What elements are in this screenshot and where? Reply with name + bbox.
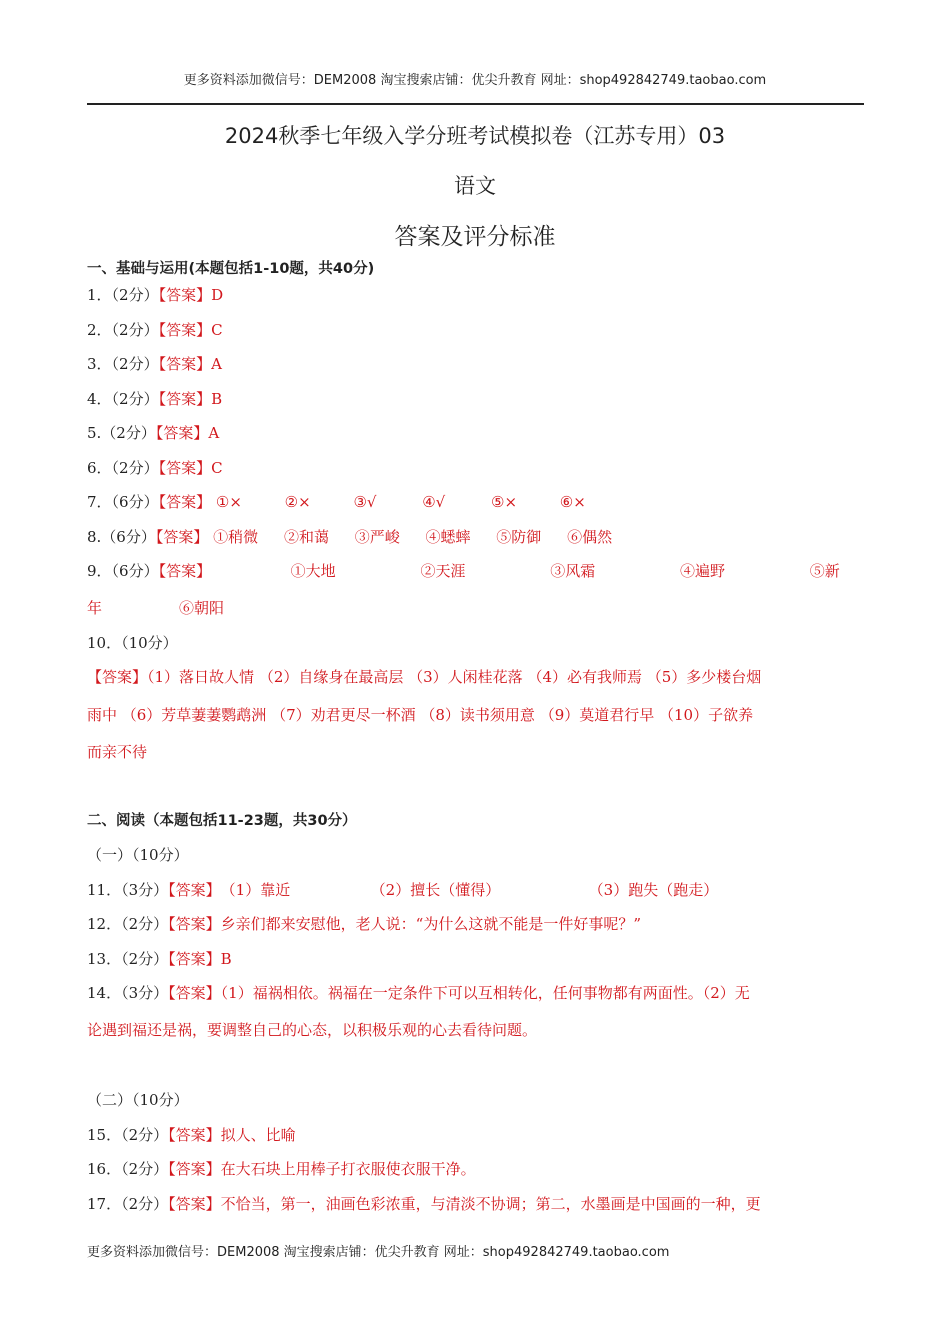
answer-tag: 【答案】 xyxy=(168,915,221,933)
answer-item: ①稍微 xyxy=(213,528,259,546)
question-number: 7．（6分） xyxy=(87,493,159,511)
answer-text: （1）落日故人情 （2）自缘身在最高层 （3）人闲桂花落 （4）必有我师焉 （5）多少楼台烟 xyxy=(147,668,762,686)
answer-row xyxy=(87,285,223,305)
subsection-heading: （二）（10分） xyxy=(87,1091,189,1109)
answer-tag: 【答案】 xyxy=(158,355,212,373)
answer-row xyxy=(87,880,718,900)
answer-text: 拟人、比喻 xyxy=(220,1126,296,1144)
answer-tag: 【答案】 xyxy=(158,493,212,511)
answer-item: ⑤× xyxy=(491,493,518,511)
answer-text: 雨中 （6）芳草萋萋鹦鹉洲 （7）劝君更尽一杯酒 （8）读书须用意 （9）莫道君行早 （10）子欲养 xyxy=(87,706,754,724)
answer-text: B xyxy=(220,950,232,968)
answer-row xyxy=(87,598,224,618)
question-number: 14．（3分） xyxy=(87,984,169,1002)
section-heading: 一、基础与运用(本题包括1-10题，共40分) xyxy=(87,261,375,277)
answer-text: C xyxy=(211,459,223,477)
answer-item: ③严峻 xyxy=(354,528,400,546)
answer-text: C xyxy=(211,321,223,339)
answer-row xyxy=(87,561,840,581)
answer-tag: 【答案】 xyxy=(168,1160,221,1178)
question-number: 10．（10分） xyxy=(87,634,178,652)
question-number: 8.（6分） xyxy=(87,528,156,546)
answer-row xyxy=(87,527,612,547)
answer-row xyxy=(87,914,641,934)
answer-text: A xyxy=(208,424,220,442)
subject-title: 语文 xyxy=(454,174,496,198)
answer-row xyxy=(87,492,586,512)
page-footer: 更多资料添加微信号：DEM2008 淘宝搜索店铺：优尖升教育 网址：shop492842749.taobao.com xyxy=(87,1245,670,1260)
question-number: 6．（2分） xyxy=(87,459,159,477)
answer-item: ⑤防御 xyxy=(496,528,542,546)
answer-item: ⑥偶然 xyxy=(567,528,613,546)
answer-item: ④√ xyxy=(422,493,446,511)
answer-item: ⑥× xyxy=(559,493,586,511)
answer-row xyxy=(87,423,219,443)
answer-row xyxy=(87,1125,296,1145)
answer-item: （1）靠近 xyxy=(220,881,291,899)
answer-row xyxy=(87,354,222,374)
page-title: 2024秋季七年级入学分班考试模拟卷（江苏专用）03 xyxy=(224,124,726,148)
question-number: 2．（2分） xyxy=(87,321,159,339)
subsection-heading: （一）（10分） xyxy=(87,846,189,864)
answer-item: （3）跑失（跑走） xyxy=(588,881,719,899)
question-number: 3．（2分） xyxy=(87,355,159,373)
answer-item: ②× xyxy=(284,493,311,511)
answer-item: ②天涯 xyxy=(420,562,466,580)
answer-item: ③√ xyxy=(353,493,377,511)
answer-row xyxy=(87,389,222,409)
answer-item: ②和蔼 xyxy=(283,528,329,546)
answer-text: 乡亲们都来安慰他，老人说：“为什么这就不能是一件好事呢？” xyxy=(220,915,641,933)
answer-item: ①× xyxy=(215,493,242,511)
question-number: 12．（2分） xyxy=(87,915,169,933)
answer-item: ④蟋蟀 xyxy=(425,528,471,546)
answer-item: ⑤新 xyxy=(809,562,840,580)
answer-row xyxy=(87,320,223,340)
answer-item: ③风霜 xyxy=(550,562,596,580)
answer-tag: 【答案】 xyxy=(168,881,221,899)
answer-row xyxy=(87,458,223,478)
question-number: 5.（2分） xyxy=(87,424,156,442)
answer-tag: 【答案】 xyxy=(87,668,148,686)
question-number: 16．（2分） xyxy=(87,1160,169,1178)
page-header: 更多资料添加微信号：DEM2008 淘宝搜索店铺：优尖升教育 网址：shop492842749.taobao.com xyxy=(183,73,767,88)
answer-item: ⑥朝阳 xyxy=(179,599,225,617)
question-number: 13．（2分） xyxy=(87,950,169,968)
answer-text: （1）福祸相依。祸福在一定条件下可以互相转化，任何事物都有两面性。（2）无 xyxy=(220,984,750,1002)
subtitle: 答案及评分标准 xyxy=(394,224,556,250)
answer-text: 年 xyxy=(87,599,103,617)
answer-tag: 【答案】 xyxy=(158,459,212,477)
answer-text: 而亲不待 xyxy=(87,743,148,761)
question-number: 11．（3分） xyxy=(87,881,169,899)
answer-tag: 【答案】 xyxy=(158,286,212,304)
answer-tag: 【答案】 xyxy=(158,562,212,580)
answer-tag: 【答案】 xyxy=(155,528,209,546)
answer-row xyxy=(87,949,232,969)
header-rule xyxy=(87,103,864,105)
answer-row xyxy=(87,1159,476,1179)
question-number: 4．（2分） xyxy=(87,390,159,408)
answer-row xyxy=(87,983,750,1003)
question-number: 9．（6分） xyxy=(87,562,159,580)
answer-text: 在大石块上用棒子打衣服使衣服干净。 xyxy=(220,1160,476,1178)
question-number: 17．（2分） xyxy=(87,1195,169,1213)
question-number: 1．（2分） xyxy=(87,286,159,304)
answer-text: B xyxy=(211,390,223,408)
answer-tag: 【答案】 xyxy=(155,424,209,442)
answer-item: （2）擅长（懂得） xyxy=(370,881,501,899)
answer-tag: 【答案】 xyxy=(168,1126,221,1144)
answer-row xyxy=(87,667,761,687)
answer-item: ①大地 xyxy=(290,562,336,580)
question-number: 15．（2分） xyxy=(87,1126,169,1144)
answer-text: D xyxy=(211,286,224,304)
answer-tag: 【答案】 xyxy=(158,321,212,339)
section-heading: 二、阅读（本题包括11-23题，共30分） xyxy=(87,813,357,829)
answer-text: 不恰当，第一，油画色彩浓重，与清淡不协调；第二，水墨画是中国画的一种，更 xyxy=(220,1195,761,1213)
answer-tag: 【答案】 xyxy=(158,390,212,408)
answer-tag: 【答案】 xyxy=(168,984,221,1002)
answer-tag: 【答案】 xyxy=(168,950,221,968)
answer-text: 论遇到福还是祸，要调整自己的心态，以积极乐观的心去看待问题。 xyxy=(87,1021,538,1039)
answer-item: ④遍野 xyxy=(680,562,726,580)
answer-tag: 【答案】 xyxy=(168,1195,221,1213)
answer-row xyxy=(87,1194,761,1214)
answer-text: A xyxy=(211,355,222,373)
